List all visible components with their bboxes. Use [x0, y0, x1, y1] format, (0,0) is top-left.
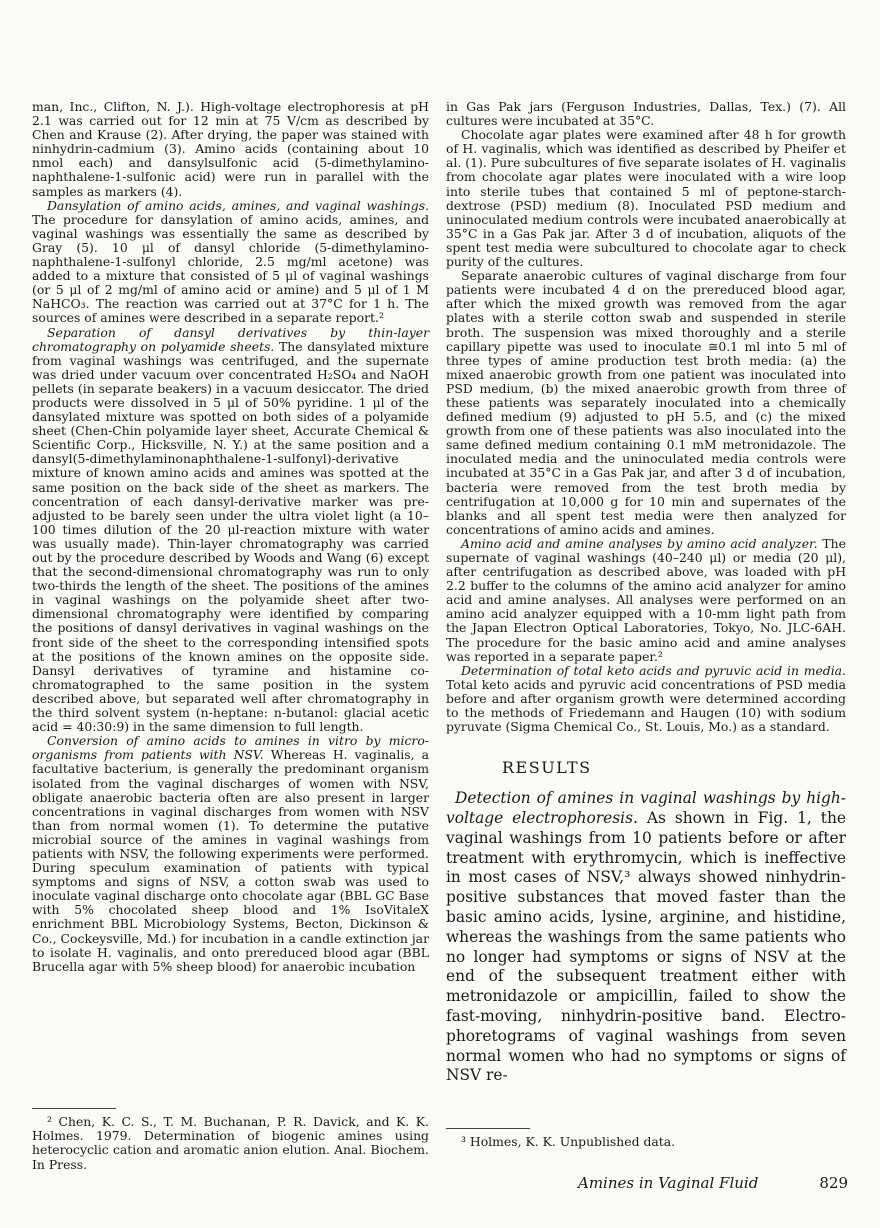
footnote-text: ³ Holmes, K. K. Unpublished data.	[461, 1134, 676, 1149]
paragraph-separation: Separation of dansyl derivatives by thin-layer chromatography on polyamide sheets. The dansylated mixture from vaginal washings was centrifuged, and the supernate was dried under vacuum over concentrated H₂SO₄ and NaOH pellets (in separate beakers) in a vacuum desiccator. The dried products were dissolved in 5 μl of 50% pyridine. 1 μl of the dansylated mixture was spotted on both sides of a polyamide sheet (Chen-Chin polyamide layer sheet, Accurate Chemical & Scientific Corp., Hicksville, N. Y.) at the same position and a dansyl(5-dimethylaminonaphthalene-1-sulfonyl)-derivative mixture of known amino acids and amines was spotted at the same position on the back side of the sheet as markers. The concentration of each dansyl-derivative marker was pre-adjusted to be barely seen under the ultra violet light (a 10–100 times dilution of the 20 μl-reaction mixture with water was usually made). Thin-layer chromatography was carried out by the procedure described by Woods and Wang (6) except that the second-dimensional chromatography was run to only two-thirds the length of the sheet. The positions of the amines in vaginal washings on the polyamide sheet after two-dimensional chromatography were identified by comparing the positions of dansyl derivatives in vaginal washings on the front side of the sheet to the corresponding intensified spots at the positions of the known amines on the opposite side. Dansyl derivatives of tyramine and histamine co-chromatographed to the same position in the system described above, but separated well after chromatography in the third solvent system (n-heptane: n-butanol: glacial acetic acid = 40:30:9) in the same dimension to full length.	[32, 324, 429, 735]
paragraph-keto-acids: Determination of total keto acids and pyruvic acid in media. Total keto acids and pyruvic acid concentrations of PSD media before and after organism growth were determined according to the methods of Friedemann and Haugen (10) with sodium pyruvate (Sigma Chemical Co., St. Louis, Mo.) as a standard.	[446, 662, 846, 735]
subheading: Determination of total keto acids and pyruvic acid in media.	[461, 662, 846, 678]
footnote-right	[446, 1128, 846, 1149]
subheading: Conversion of amino acids to amines in vitro by micro-organisms from patients with NSV.	[32, 733, 429, 763]
paragraph-dansylation: Dansylation of amino acids, amines, and vaginal washings. The procedure for dansylation of amino acids, amines, and vaginal washings was essentially the same as described by Gray (5). 10 μl of dansyl chloride (5-dimethylamino-naphthalene-1-sulfonyl chloride, 2.5 mg/ml acetone) was added to a mixture that consisted of 5 μl of vaginal washings (or 5 μl of 2 mg/ml of amino acid or amine) and 5 μl of 1 M NaHCO₃. The reaction was carried out at 37°C for 1 h. The sources of amines were described in a separate report.²	[32, 197, 429, 326]
paragraph: Chocolate agar plates were examined after 48 h for growth of H. vaginalis, which was identified as described by Pheifer et al. (1). Pure subcultures of five separate isolates of H. vaginalis from chocolate agar plates were inoculated with a wire loop into sterile tubes that contained 5 ml of peptone-starch-dextrose (PSD) medium (8). Inoculated PSD medium and uninoculated medium controls were incubated anaerobically at 35°C in a Gas Pak jar. After 3 d of incubation, aliquots of the spent test media were subcultured to chocolate agar to check purity of the cultures.	[446, 127, 846, 270]
subheading: Separation of dansyl derivatives by thin-layer chromatography on polyamide sheets.	[32, 324, 429, 354]
left-column	[32, 100, 429, 974]
paragraph: man, Inc., Clifton, N. J.). High-voltage electrophoresis at pH 2.1 was carried out for 12 min at 75 V/cm as described by Chen and Krause (2). After drying, the paper was stained with ninhydrin-cadmium (3). Amino acids (containing about 10 nmol each) and dansylsulfonic acid (5-dimethylamino-naphthalene-1-sulfonic acid) were run in parallel with the samples as markers (4).	[32, 99, 429, 199]
page-footer	[578, 1174, 848, 1192]
paragraph: in Gas Pak jars (Ferguson Industries, Dallas, Tex.) (7). All cultures were incubated at 35°C.	[446, 99, 846, 129]
results-heading: RESULTS	[502, 758, 592, 778]
running-title: Amines in Vaginal Fluid	[578, 1174, 759, 1192]
paragraph: Separate anaerobic cultures of vaginal discharge from four patients were incubated 4 d on the prereduced blood agar, after which the mixed growth was removed from the agar plates with a sterile cotton swab and suspended in sterile broth. The suspension was mixed thoroughly and a sterile capillary pipette was used to inoculate ≅0.1 ml into 5 ml of three types of amine production test broth media: (a) the mixed anaerobic growth from one patient was inoculated into PSD medium, (b) the mixed anaerobic growth from three of these patients was separately inoculated into a chemically defined medium (9) adjusted to pH 5.5, and (c) the mixed growth from one of these patients was also inoculated into the same defined medium containing 0.1 mM metronidazole. The inoculated media and the uninoculated media controls were incubated at 35°C in a Gas Pak jar, and after 3 d of incubation, bacteria were removed from the test broth media by centrifugation at 10,000 g for 10 min and supernates of the blanks and all spent test media were then analyzed for concentrations of amino acids and amines.	[446, 268, 846, 537]
paragraph-amino-acid-analyses: Amino acid and amine analyses by amino acid analyzer. The supernate of vaginal washings (40–240 μl) or media (20 μl), after centrifugation as described above, was loaded with pH 2.2 buffer to the columns of the amino acid analyzer for amino acid and amine analyses. All analyses were performed on an amino acid analyzer equipped with a 10-mm light path from the Japan Electron Optical Laboratories, Tokyo, No. JLC-6AH. The procedure for the basic amino acid and amine analyses was reported in a separate paper.²	[446, 535, 846, 664]
footnote-rule	[446, 1128, 530, 1129]
footnote-left	[32, 1108, 429, 1172]
right-column	[446, 100, 846, 1086]
page-number: 829	[819, 1174, 848, 1192]
paragraph-conversion: Conversion of amino acids to amines in vitro by micro-organisms from patients with NSV. Whereas H. vaginalis, a facultative bacterium, is generally the predominant organism isolated from the vaginal discharges of women with NSV, obligate anaerobic bacteria often are also present in larger concentrations in vaginal discharges from women with NSV than from normal women (1). To determine the putative microbial source of the amines in vaginal washings from patients with NSV, the following experiments were performed. During speculum examination of patients with typical symptoms and signs of NSV, a cotton swab was used to inoculate vaginal discharge onto chocolate agar (BBL GC Base with 5% chocolated sheep blood and 1% IsoVitaleX enrichment BBL Microbiology Systems, Becton, Dickinson & Co., Cockeysville, Md.) for incubation in a candle extinction jar to isolate H. vaginalis, and onto prereduced blood agar (BBL Brucella agar with 5% sheep blood) for anaerobic incubation	[32, 733, 430, 974]
footnote-rule	[32, 1108, 116, 1109]
subheading: Dansylation of amino acids, amines, and vaginal washings.	[47, 197, 429, 213]
subheading: Amino acid and amine analyses by amino acid analyzer.	[461, 535, 818, 551]
footnote-text: ² Chen, K. C. S., T. M. Buchanan, P. R. Davick, and K. K. Holmes. 1979. Determination of biogenic amines using heterocyclic cation and aromatic anion elution. Anal. Biochem. In Press.	[32, 1114, 429, 1172]
subheading: Detection of amines in vaginal washings by high-voltage electrophoresis.	[446, 789, 846, 828]
results-paragraph: Detection of amines in vaginal washings by high-voltage electrophoresis. As shown in Fig. 1, the vaginal washings from 10 patients before or after treatment with erythromycin, which is ineffective in most cases of NSV,³ always showed ninhydrin-positive substances that moved faster than the basic amino acids, lysine, arginine, and histidine, whereas the washings from the same patients who no longer had symptoms or signs of NSV at the end of the subsequent treatment either with metronidazole or ampicillin, failed to show the fast-moving, ninhydrin-positive band. Electro-phoretograms of vaginal washings from seven normal women who had no symptoms or signs of NSV re-	[446, 789, 846, 1085]
